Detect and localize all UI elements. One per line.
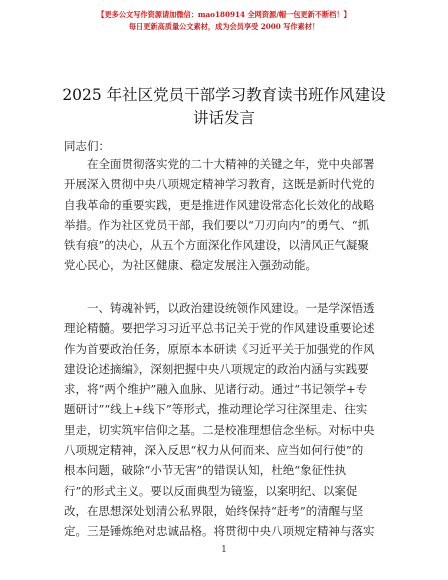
text-line: 铁有痕”的决心，从五个方面深化作风建设，以清风正气凝聚 (64, 238, 369, 253)
text-line: 开展深入贯彻中央八项规定精神学习教育，这既是新时代党的 (64, 177, 375, 192)
text-line: 题研讨”“线上+线下”等形式，推动理论学习往深里走、往实 (64, 402, 368, 417)
text-line: 自我革命的重要实践，更是推进作风建设常态化长效化的战略 (64, 197, 375, 212)
text-line: 党心民心，为社区健康、稳定发展注入强劲动能。 (64, 258, 317, 273)
text-line: 八项规定精神，深入反思“权力从何而来、应当如何行使”的 (64, 443, 364, 458)
text-line: 一、铸魂补钙，以政治建设统领作风建设。一是学深悟透 (87, 301, 375, 315)
text-line: 行”的形式主义。要以反面典型为镜鉴，以案明纪、以案促 (64, 483, 358, 498)
text-line: 里走，切实筑牢信仰之基。二是校准理想信念坐标。对标中央 (64, 422, 375, 437)
text-line: 建设论述摘编》，深刻把握中央八项规定的政治内涵与实践要 (64, 361, 369, 376)
text-line: 作为首要政治任务，原原本本研读《习近平关于加强党的作风 (64, 341, 375, 356)
page-number: 1 (221, 545, 227, 555)
promo-banner-line-1: 【更多公文写作资源请加微信：mao180914 全网资源/帽一包更新不断档！】 (97, 10, 351, 19)
salutation: 同志们： (64, 139, 110, 153)
document-title-line-1: 2025 年社区党员干部学习教育读书班作风建设 (62, 86, 386, 104)
text-line: 定。三是锤炼绝对忠诚品格。将贯彻中央八项规定精神与落实 (64, 524, 375, 539)
promo-banner-line-2: 每日更新高质量公文素材，成为会员享受 2000 写作素材！ (128, 22, 320, 31)
text-line: 求，将“两个维护”融入血脉、见诸行动。通过“书记领学+专 (64, 382, 368, 397)
document-title-line-2: 讲话发言 (192, 109, 255, 127)
text-line: 改，在思想深处划清公私界限，始终保持“赶考”的清醒与坚 (64, 503, 364, 518)
paragraph-section-one (64, 298, 386, 542)
text-line: 理论精髓。要把学习习近平总书记关于党的作风建设重要论述 (64, 321, 375, 336)
text-line: 根本问题，破除“小节无害”的错误认知，杜绝“象征性执 (64, 463, 347, 478)
text-line: 举措。作为社区党员干部，我们要以“刀刃向内”的勇气、“抓 (64, 217, 370, 232)
text-line: 在全面贯彻落实党的二十大精神的关键之年，党中央部署 (87, 157, 375, 171)
paragraph-intro (64, 154, 386, 276)
